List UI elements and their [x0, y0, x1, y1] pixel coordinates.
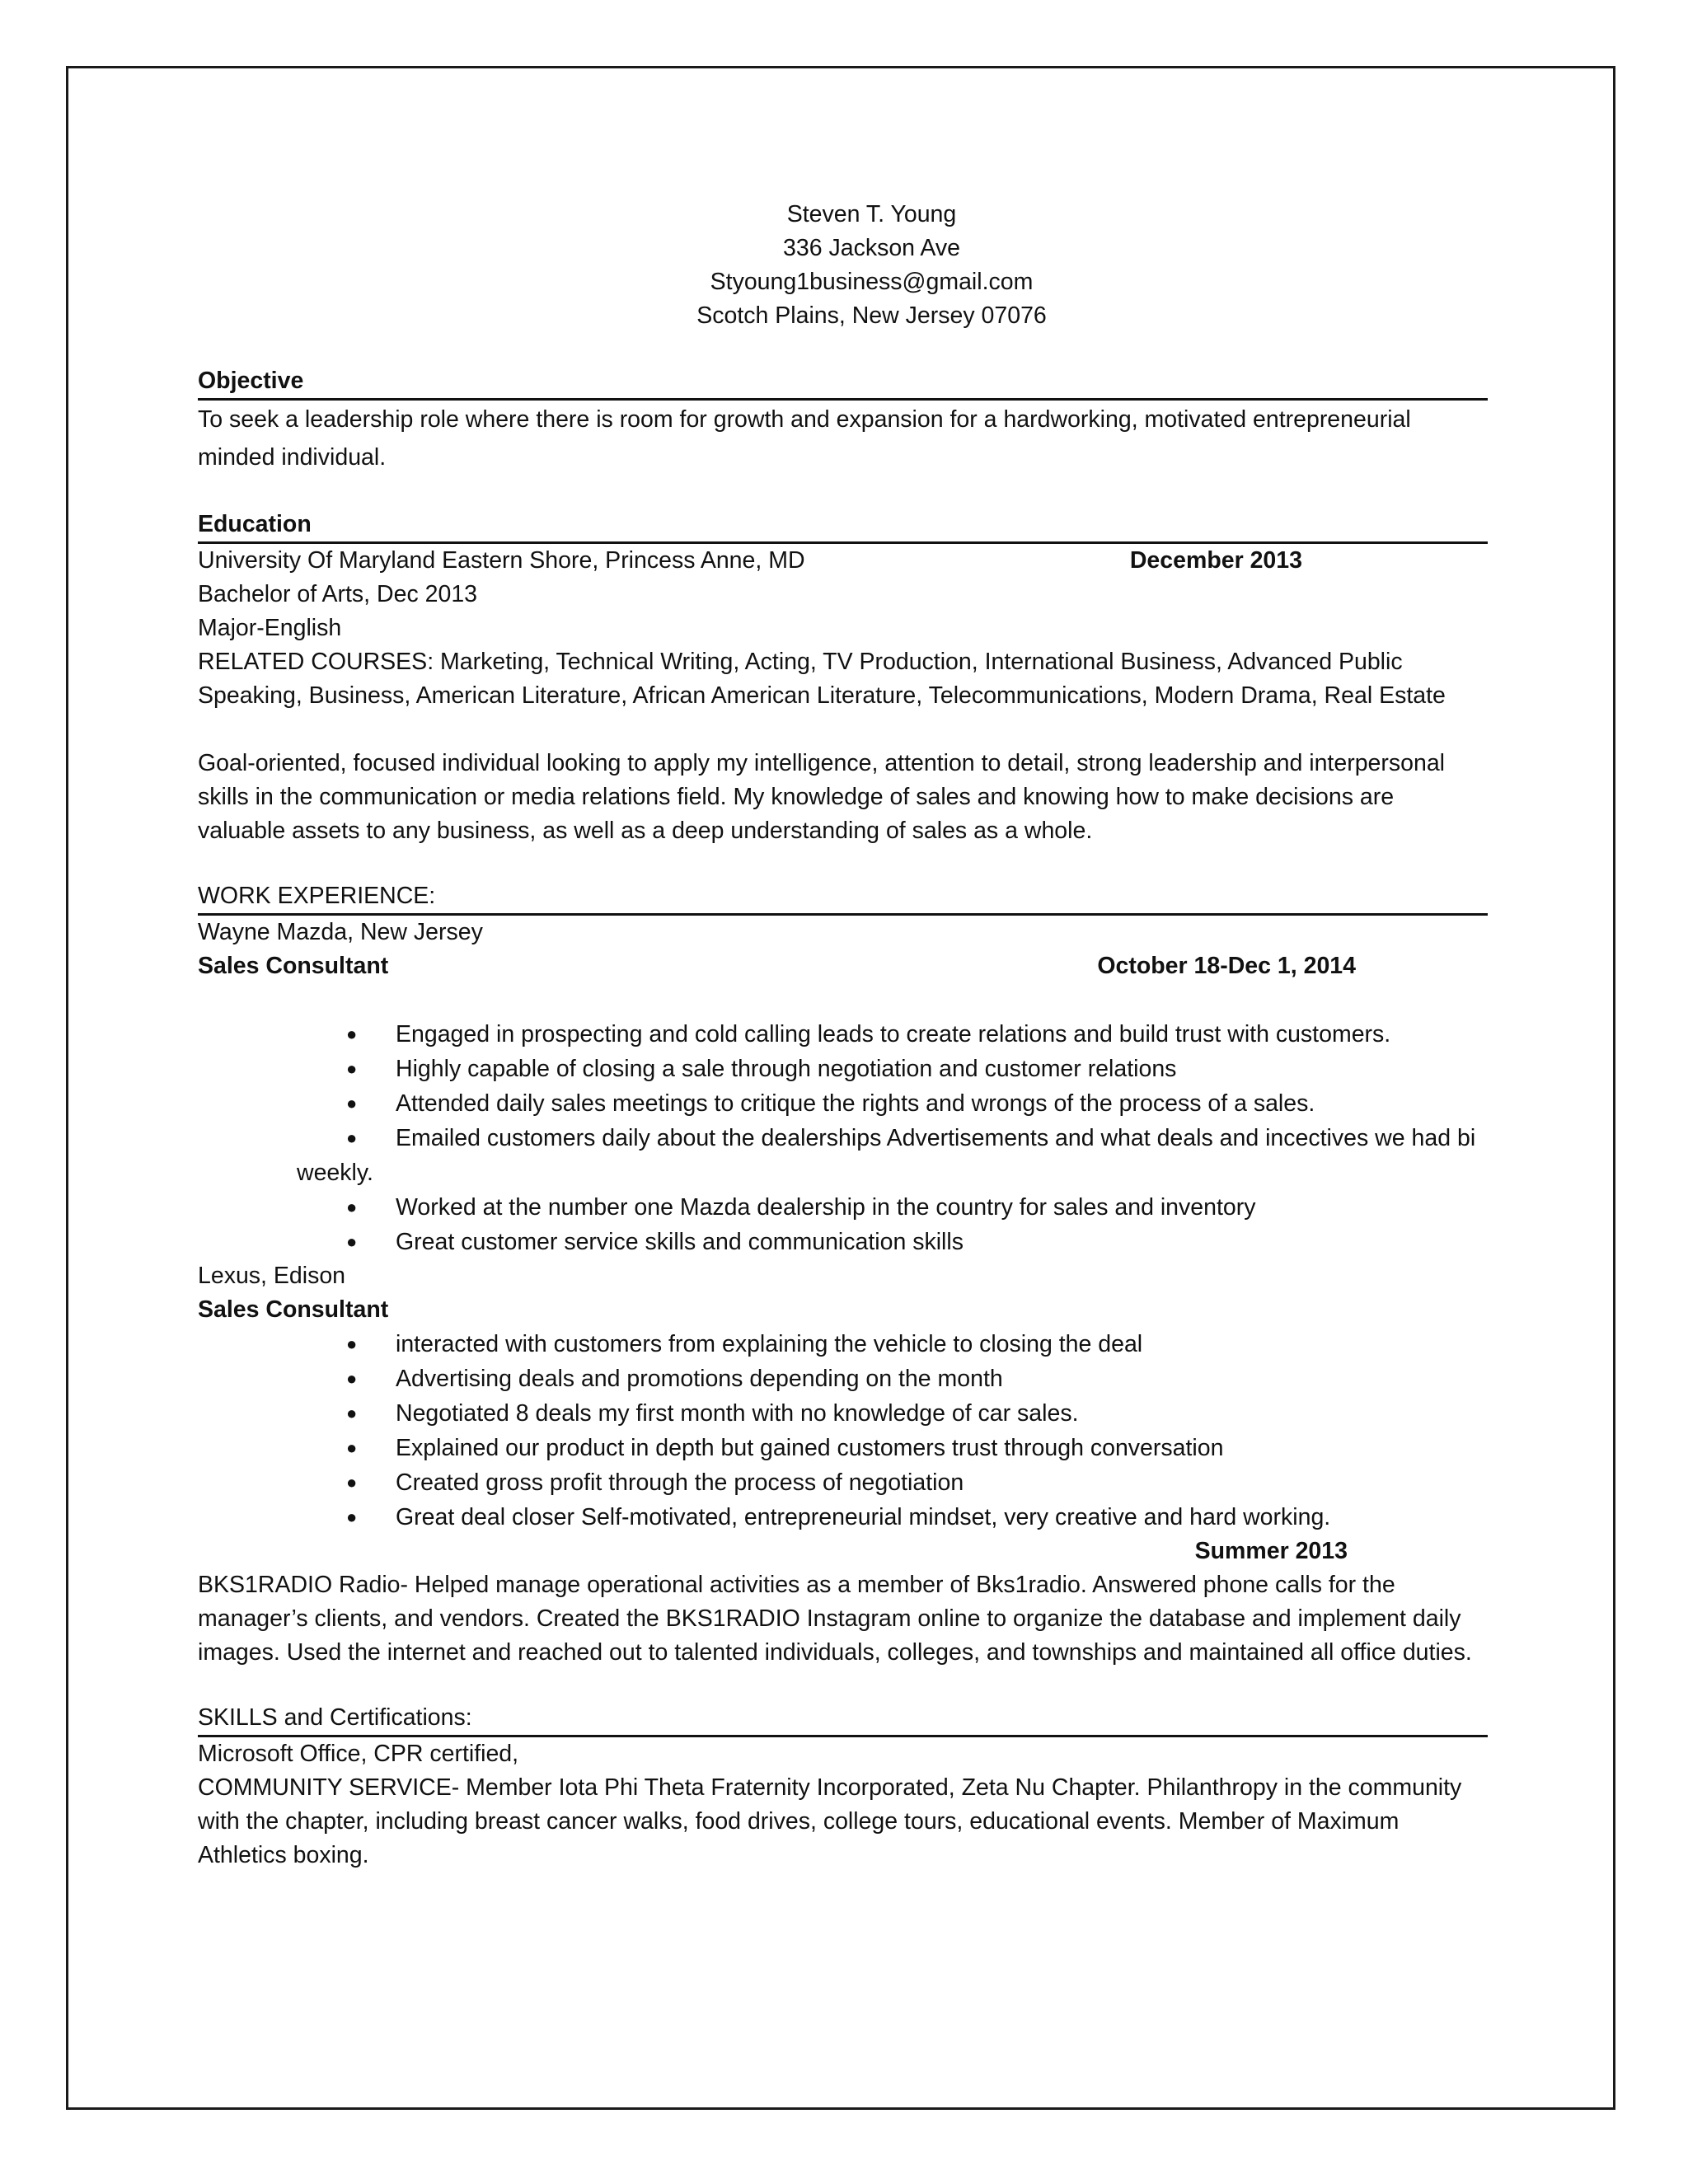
contact-header [198, 198, 1488, 333]
list-item: ● Worked at the number one Mazda dealership in the country for sales and inventory [198, 1190, 1488, 1225]
profile-summary: Goal-oriented, focused individual looking to apply my intelligence, attention to detail, strong leadership and interpersonal skills in the communication or media relations field. My knowledge of sales and knowing how to make decisions are valuable assets to any business, as well as a deep understanding of sales as a whole. [198, 750, 1446, 844]
list-item: ● Highly capable of closing a sale through negotiation and customer relations [198, 1052, 1488, 1086]
work-section [198, 879, 1488, 1670]
bullet-icon: ● [346, 1403, 358, 1423]
objective-heading: Objective [198, 364, 1488, 401]
bullet-icon: ● [346, 1058, 358, 1079]
degree: Bachelor of Arts, Dec 2013 [198, 581, 478, 607]
bullet-icon: ● [346, 1437, 358, 1458]
list-item: ● Great deal closer Self-motivated, entrepreneurial mindset, very creative and hard working. [198, 1500, 1488, 1535]
bullet-icon: ● [346, 1333, 358, 1354]
work-heading: WORK EXPERIENCE: [198, 879, 1488, 916]
job2-company: Lexus, Edison [198, 1263, 346, 1289]
graduation-date: December 2013 [1129, 547, 1302, 574]
list-item: ● Advertising deals and promotions depending on the month [198, 1361, 1488, 1396]
list-item: ● interacted with customers from explaining the vehicle to closing the deal [198, 1327, 1488, 1361]
candidate-name: Steven T. Young [786, 201, 957, 227]
job1-role-row [198, 949, 1488, 983]
street-address: 336 Jackson Ave [783, 235, 960, 261]
bullet-icon: ● [346, 1093, 358, 1113]
school-name: University Of Maryland Eastern Shore, Princess Anne, MD [198, 547, 805, 574]
job3-date: Summer 2013 [1194, 1538, 1348, 1564]
major: Major-English [198, 615, 342, 641]
education-section [198, 508, 1488, 848]
list-item: ● Great customer service skills and communication skills [198, 1225, 1488, 1259]
community-service: COMMUNITY SERVICE- Member Iota Phi Theta Fraternity Incorporated, Zeta Nu Chapter. Philanthropy in the community with the chapter, including breast cancer walks, food drives, college tours, educational events. Member of Maximum Athletics boxing. [198, 1774, 1462, 1868]
list-item: ● Attended daily sales meetings to critique the rights and wrongs of the process of a sales. [198, 1086, 1488, 1121]
job2-role: Sales Consultant [198, 1296, 389, 1323]
skills-line: Microsoft Office, CPR certified, [198, 1741, 519, 1767]
list-item: ● Explained our product in depth but gained customers trust through conversation [198, 1431, 1488, 1465]
education-heading: Education [198, 508, 1488, 544]
list-item: ● Negotiated 8 deals my first month with no knowledge of car sales. [198, 1396, 1488, 1431]
job1-company: Wayne Mazda, New Jersey [198, 919, 483, 945]
list-item: ● Created gross profit through the process of negotiation [198, 1465, 1488, 1500]
skills-heading: SKILLS and Certifications: [198, 1701, 1488, 1737]
bullet-icon: ● [346, 1197, 358, 1217]
list-item: ● Emailed customers daily about the dealerships Advertisements and what deals and incectives we had bi weekly. [198, 1121, 1488, 1190]
skills-section [198, 1701, 1488, 1872]
job1-date: October 18-Dec 1, 2014 [1097, 953, 1356, 979]
job3-description: BKS1RADIO Radio- Helped manage operational activities as a member of Bks1radio. Answered phone calls for the manager’s clients, and vendors. Created the BKS1RADIO Instagram online to organize the database and implement daily images. Used the internet and reached out to talented individuals, colleges, and townships and maintained all office duties. [198, 1572, 1472, 1666]
bullet-icon: ● [346, 1024, 358, 1044]
objective-section [198, 364, 1488, 476]
city-state-zip: Scotch Plains, New Jersey 07076 [696, 302, 1047, 329]
bullet-icon: ● [346, 1231, 358, 1252]
bullet-icon: ● [346, 1127, 358, 1148]
job2-bullet-list [198, 1327, 1488, 1535]
bullet-icon: ● [346, 1472, 358, 1493]
resume-document [198, 198, 1488, 1872]
related-courses: RELATED COURSES: Marketing, Technical Writing, Acting, TV Production, International Business, Advanced Public Speaking, Business, American Literature, African American Literature, Telecommunications, Modern Drama, Real Estate [198, 649, 1446, 709]
objective-text: To seek a leadership role where there is room for growth and expansion for a hardworking, motivated entrepreneurial minded individual. [198, 406, 1411, 471]
list-item: ● Engaged in prospecting and cold calling leads to create relations and build trust with customers. [198, 1017, 1488, 1052]
bullet-icon: ● [346, 1368, 358, 1389]
job1-role: Sales Consultant [198, 953, 389, 979]
job1-bullet-list [198, 1017, 1488, 1259]
bullet-icon: ● [346, 1507, 358, 1527]
school-row [198, 544, 1488, 578]
email-address: Styoung1business@gmail.com [710, 269, 1034, 295]
